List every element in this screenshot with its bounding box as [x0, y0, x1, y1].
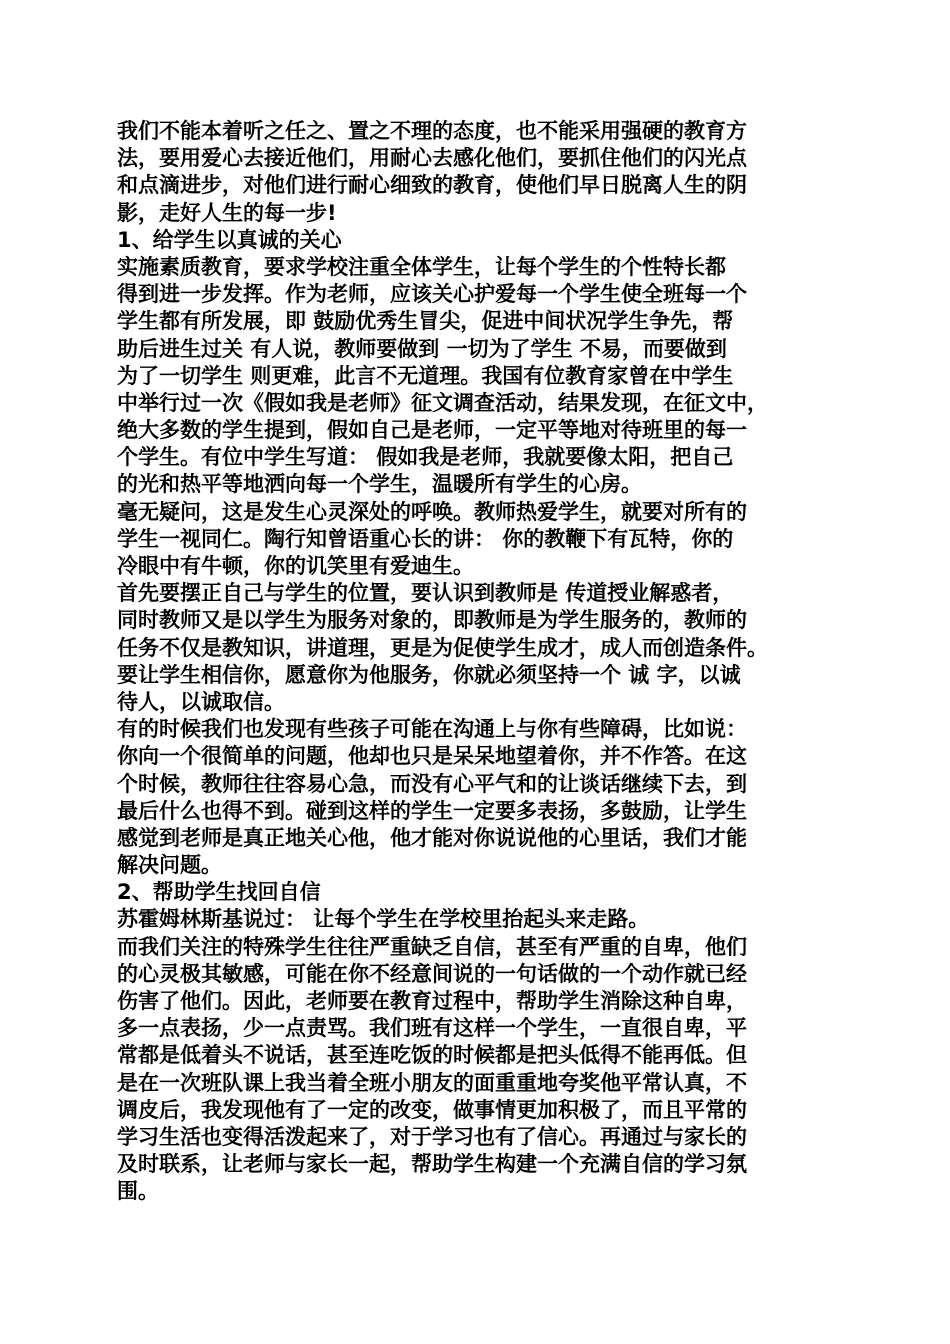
text-line: 而我们关注的特殊学生往往严重缺乏自信，甚至有严重的自卑，他们 — [117, 934, 747, 959]
text-line: 有的时候我们也发现有些孩子可能在沟通上与你有些障碍，比如说： — [117, 717, 747, 742]
text-line: 冷眼中有牛顿，你的讥笑里有爱迪生。 — [117, 554, 474, 578]
text-line: 的光和热平等地洒向每一个学生，温暖所有学生的心房。 — [117, 472, 642, 497]
text-line: 你向一个很简单的问题，他却也只是呆呆地望着你，并不作答。在这 — [117, 744, 747, 769]
text-line: 我们不能本着听之任之、置之不理的态度，也不能采用强硬的教育方 — [117, 119, 747, 143]
text-line: 毫无疑问，这是发生心灵深处的呼唤。教师热爱学生，就要对所有的 — [117, 499, 747, 524]
text-line: 多一点表扬，少一点责骂。我们班有这样一个学生，一直很自卑，平 — [117, 1016, 747, 1041]
text-line: 解决问题。 — [117, 853, 222, 878]
text-line: 的心灵极其敏感，可能在你不经意间说的一句话做的一个动作就已经 — [117, 961, 747, 986]
text-line: 感觉到老师是真正地关心他，他才能对你说说他的心里话，我们才能 — [117, 825, 747, 850]
text-line: 最后什么也得不到。碰到这样的学生一定要多表扬，多鼓励，让学生 — [117, 798, 747, 823]
text-line: 及时联系，让老师与家长一起，帮助学生构建一个充满自信的学习氛 — [117, 1152, 747, 1177]
text-line: 首先要摆正自己与学生的位置，要认识到教师是 传道授业解惑者， — [117, 581, 734, 606]
text-line: 同时教师又是以学生为服务对象的，即教师是为学生服务的，教师的 — [117, 608, 747, 633]
text-line: 任务不仅是教知识，讲道理，更是为促使学生成才，成人而创造条件。 — [117, 635, 768, 660]
text-line: 学生一视同仁。陶行知曾语重心长的讲： 你的教鞭下有瓦特，你的 — [117, 526, 734, 551]
text-line: 个学生。有位中学生写道： 假如我是老师，我就要像太阳，把自己 — [117, 445, 734, 470]
text-line: 学习生活也变得活泼起来了，对于学习也有了信心。再通过与家长的 — [117, 1124, 747, 1149]
text-line: 助后进生过关 有人说，教师要做到 一切为了学生 不易，而要做到 — [117, 336, 727, 361]
text-line: 调皮后，我发现他有了一定的改变，做事情更加积极了，而且平常的 — [117, 1097, 747, 1122]
text-line: 苏霍姆林斯基说过： 让每个学生在学校里抬起头来走路。 — [117, 907, 650, 932]
text-line: 伤害了他们。因此，老师要在教育过程中，帮助学生消除这种自卑， — [117, 989, 747, 1013]
text-line: 要让学生相信你，愿意你为他服务，你就必须坚持一个 诚 字，以诚 — [117, 662, 741, 687]
text-line: 中举行过一次《假如我是老师》征文调查活动，结果发现，在征文中， — [117, 390, 768, 415]
text-line: 影，走好人生的每一步! — [117, 200, 337, 225]
text-line: 为了一切学生 则更难，此言不无道理。我国有位教育家曾在中学生 — [117, 363, 734, 388]
text-line: 个时候，教师往往容易心急，而没有心平气和的让谈话继续下去，到 — [117, 771, 747, 796]
text-line: 实施素质教育，要求学校注重全体学生，让每个学生的个性特长都 — [117, 254, 726, 279]
body-text — [117, 118, 843, 1206]
text-line: 得到进一步发挥。作为老师，应该关心护爱每一个学生使全班每一个 — [117, 282, 747, 307]
text-line: 常都是低着头不说话，甚至连吃饭的时候都是把头低得不能再低。但 — [117, 1043, 747, 1068]
text-line: 待人，以诚取信。 — [117, 689, 285, 714]
text-line: 法，要用爱心去接近他们，用耐心去感化他们，要抓住他们的闪光点 — [117, 146, 747, 171]
text-line: 是在一次班队课上我当着全班小朋友的面重重地夸奖他平常认真，不 — [117, 1070, 747, 1095]
text-line: 1、给学生以真诚的关心 — [117, 227, 342, 252]
text-line: 和点滴进步，对他们进行耐心细致的教育，使他们早日脱离人生的阴 — [117, 173, 747, 198]
text-line: 围。 — [117, 1179, 159, 1204]
text-line: 绝大多数的学生提到，假如自己是老师，一定平等地对待班里的每一 — [117, 418, 747, 443]
text-line: 2、帮助学生找回自信 — [117, 880, 321, 905]
text-line: 学生都有所发展，即 鼓励优秀生冒尖，促进中间状况学生争先，帮 — [117, 309, 734, 334]
